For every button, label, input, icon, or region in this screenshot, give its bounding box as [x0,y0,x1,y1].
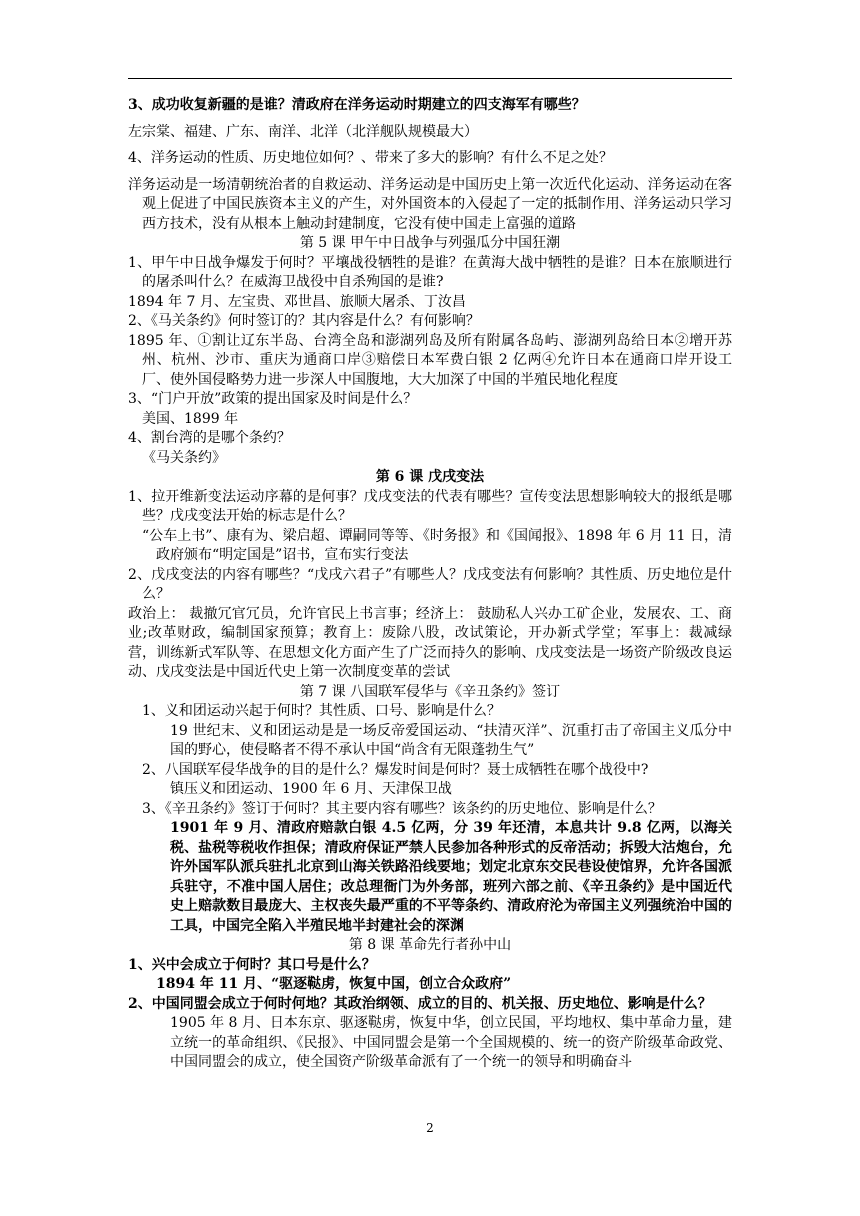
page-number: 2 [426,1121,434,1135]
lesson7-title: 第 7 课 八国联军侵华与《辛丑条约》签订 [299,683,561,700]
lesson6-question-2: 2、戊戌变法的内容有哪些？“戊戌六君子”有哪些人？戊戌变法有何影响？其性质、历史地位是什么？ [128,566,732,602]
lesson5-question-4: 4、割台湾的是哪个条约？ [128,430,291,446]
answer-4: 洋务运动是一场清朝统治者的自救运动、洋务运动是中国历史上第一次近代化运动、洋务运动在客观上促进了中国民族资本主义的产生，对外国资本的入侵起了一定的抵制作用、洋务运动只学习西方技术，没有从根本上触动封建制度，它没有使中国走上富强的道路 [128,176,732,232]
lesson7-answer-2: 镇压义和团运动、1900 年 6 月、天津保卫战 [170,781,452,797]
lesson8-question-1: 1、兴中会成立于何时？其口号是什么？ [128,956,376,973]
header-rule [128,78,732,79]
lesson5-answer-4: 《马关条约》 [142,449,226,466]
lesson7-question-2: 2、八国联军侵华战争的目的是什么？爆发时间是何时？聂士成牺牲在哪个战役中? [142,761,649,778]
question-3: 3、成功收复新疆的是谁？清政府在洋务运动时期建立的四支海军有哪些？ [128,97,586,113]
document-body [128,96,732,1073]
lesson6-answer-2: 政治上： 裁撤冗官冗员，允许官民上书言事；经济上： 鼓励私人兴办工矿企业，发展农、工、商业;改革财政，编制国家预算；教育上：废除八股，改试策论，开办新式学堂；军事上：裁减绿营，训练新式军队等、在思想文化方面产生了广泛而持久的影响、戊戌变法是一场资产阶级改良运动、戊戌变法是中国近代史上第一次制度变革的尝试 [128,605,732,680]
lesson5-question-3: 3、“门户开放”政策的提出国家及时间是什么？ [128,391,418,407]
lesson5-question-1: 1、甲午中日战争爆发于何时？平壤战役牺牲的是谁？在黄海大战中牺牲的是谁？日本在旅顺进行的屠杀叫什么？在威海卫战役中自杀殉国的是谁? [128,254,732,290]
lesson5-answer-2: 1895 年、①割让辽东半岛、台湾全岛和澎湖列岛及所有附属各岛屿、澎湖列岛给日本②增开苏州、杭州、沙市、重庆为通商口岸③赔偿日本军费白银 2 亿两④允许日本在通商口岸开设工厂、使外国侵略势力进一步深人中国腹地，大大加深了中国的半殖民地化程度 [128,332,732,388]
lesson8-answer-2: 1905 年 8 月、日本东京、驱逐鞑虏，恢复中华，创立民国，平均地权、集中革命力量，建立统一的革命组织、《民报》、中国同盟会是第一个全国规模的、统一的资产阶级革命政党、中国同盟会的成立，使全国资产阶级革命派有了一个统一的领导和明确奋斗 [170,1015,732,1070]
lesson7-answer-3: 1901 年 9 月、清政府赔款白银 4.5 亿两，分 39 年还清，本息共计 9.8 亿两，以海关税、盐税等税收作担保；清政府保证严禁人民参加各种形式的反帝活动；拆毁大沽炮台，允许外国军队派兵驻扎北京到山海关铁路沿线要地；划定北京东交民巷设使馆界，允许各国派兵驻守，不准中国人居住；改总理衙门为外务部，班列六部之前、《辛丑条约》是中国近代史上赔款数目最庞大、主权丧失最严重的不平等条约、清政府沦为帝国主义列强统治中国的工具，中国完全陷入半殖民地半封建社会的深渊 [170,820,732,934]
lesson7-answer-1: 19 世纪末、义和团运动是是一场反帝爱国运动、“扶清灭洋”、沉重打击了帝国主义瓜分中国的野心，使侵略者不得不承认中国“尚含有无限蓬勃生气” [170,722,732,758]
lesson6-answer-1: “公车上书”、康有为、梁启超、谭嗣同等等、《时务报》和《国闻报》、1898 年 6 月 11 日，清政府颁布“明定国是”诏书，宣布实行变法 [142,527,732,563]
answer-3: 左宗棠、福建、广东、南洋、北洋（北洋舰队规模最大） [128,123,478,140]
lesson5-answer-1: 1894 年 7 月、左宝贵、邓世昌、旅顺大屠杀、丁汝昌 [128,293,466,310]
lesson6-title: 第 6 课 戊戌变法 [375,469,485,485]
lesson8-question-2: 2、中国同盟会成立于何时何地？其政治纲领、成立的目的、机关报、历史地位、影响是什么？ [128,995,712,1012]
lesson8-answer-1: 1894 年 11 月、“驱逐鞑虏，恢复中国，创立合众政府” [156,976,512,992]
lesson7-question-1: 1、义和团运动兴起于何时？其性质、口号、影响是什么？ [142,703,501,719]
lesson8-title: 第 8 课 革命先行者孙中山 [348,937,512,953]
lesson6-question-1: 1、拉开维新变法运动序幕的是何事？戊戌变法的代表有哪些？宣传变法思想影响较大的报纸是哪些？戊戌变法开始的标志是什么？ [128,488,732,524]
lesson5-answer-3: 美国、1899 年 [142,410,239,427]
question-4: 4、洋务运动的性质、历史地位如何？、带来了多大的影响？有什么不足之处？ [128,150,613,166]
lesson5-question-2: 2、《马关条约》何时签订的？其内容是什么？有何影响？ [128,313,480,329]
lesson5-title: 第 5 课 甲午中日战争与列强瓜分中国狂潮 [299,235,561,251]
lesson7-question-3: 3、《辛丑条约》签订于何时？其主要内容有哪些？该条约的历史地位、影响是什么？ [142,800,662,817]
